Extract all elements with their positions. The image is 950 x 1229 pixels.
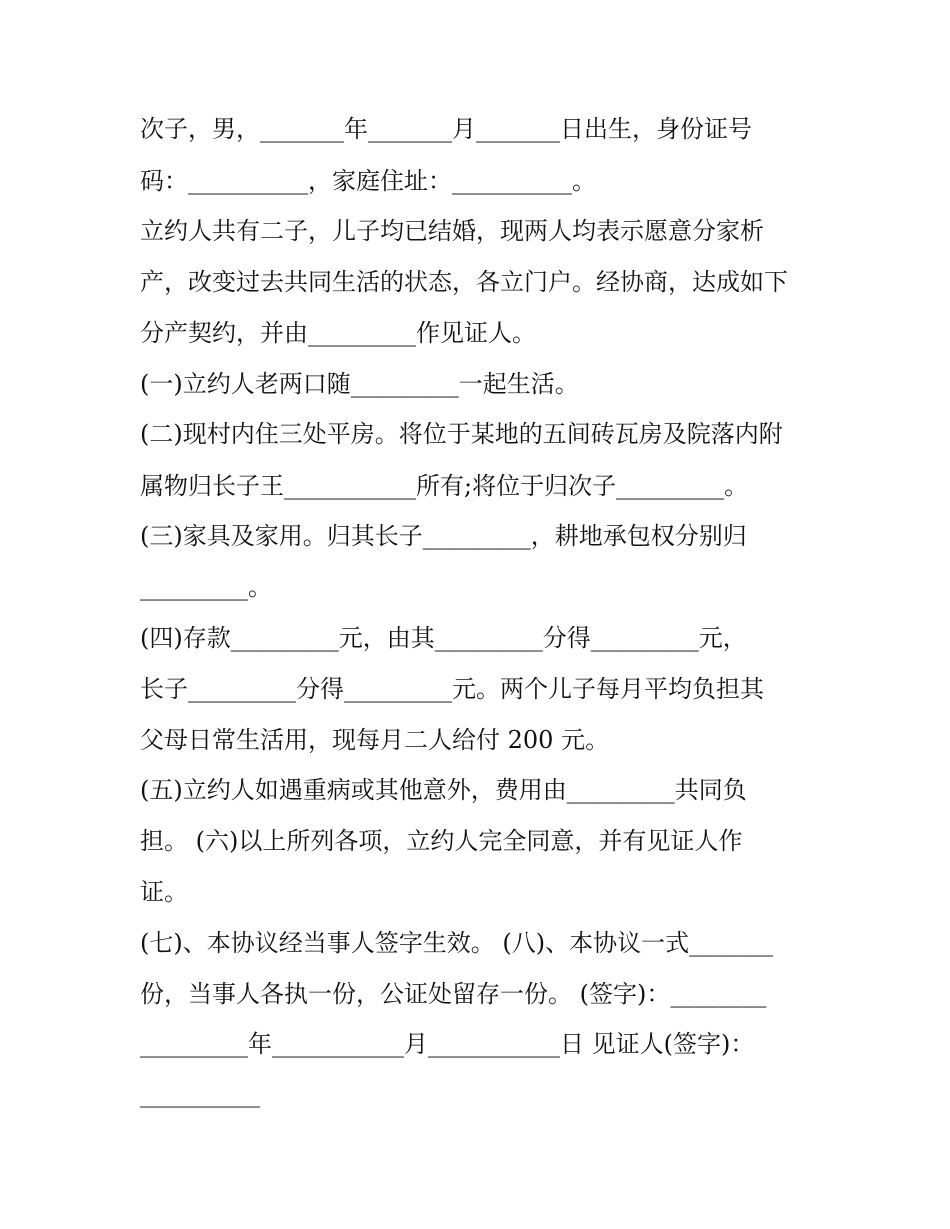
- text-line-17: (七)、本协议经当事人签字生效。 (八)、本协议一式_______: [140, 929, 774, 957]
- text-line-3: 立约人共有二子，儿子均已结婚，现两人均表示愿意分家析: [140, 217, 764, 245]
- text-line-16: 证。: [140, 878, 188, 906]
- text-line-6: (一)立约人老两口随_________一起生活。: [140, 370, 579, 398]
- text-line-10: _________。: [140, 573, 272, 601]
- text-line-12: 长子_________分得_________元。两个儿子每月平均负担其: [140, 675, 764, 703]
- text-line-11: (四)存款_________元，由其_________分得_________元，: [140, 624, 747, 652]
- text-line-1: 次子，男，_______年_______月_______日出生，身份证号: [140, 115, 752, 143]
- text-line-20: __________: [140, 1080, 260, 1108]
- text-line-14: (五)立约人如遇重病或其他意外，费用由_________共同负: [140, 776, 747, 804]
- text-line-19: _________年___________月___________日 见证人(签字)：: [140, 1030, 755, 1058]
- text-line-7: (二)现村内住三处平房。将位于某地的五间砖瓦房及院落内附: [140, 420, 783, 448]
- text-line-2: 码：__________，家庭住址：__________。: [140, 167, 596, 195]
- text-line-13: 父母日常生活用，现每月二人给付 200 元。: [140, 726, 610, 754]
- text-line-18: 份，当事人各执一份，公证处留存一份。 (签字)：________: [140, 980, 767, 1008]
- text-line-4: 产，改变过去共同生活的状态，各立门户。经协商，达成如下: [140, 268, 788, 296]
- text-line-8: 属物归长子王___________所有;将位于归次子_________。: [140, 472, 749, 500]
- text-line-5: 分产契约，并由_________作见证人。: [140, 319, 536, 347]
- text-line-15: 担。 (六)以上所列各项，立约人完全同意，并有见证人作: [140, 827, 743, 855]
- text-line-9: (三)家具及家用。归其长子_________，耕地承包权分别归: [140, 522, 747, 550]
